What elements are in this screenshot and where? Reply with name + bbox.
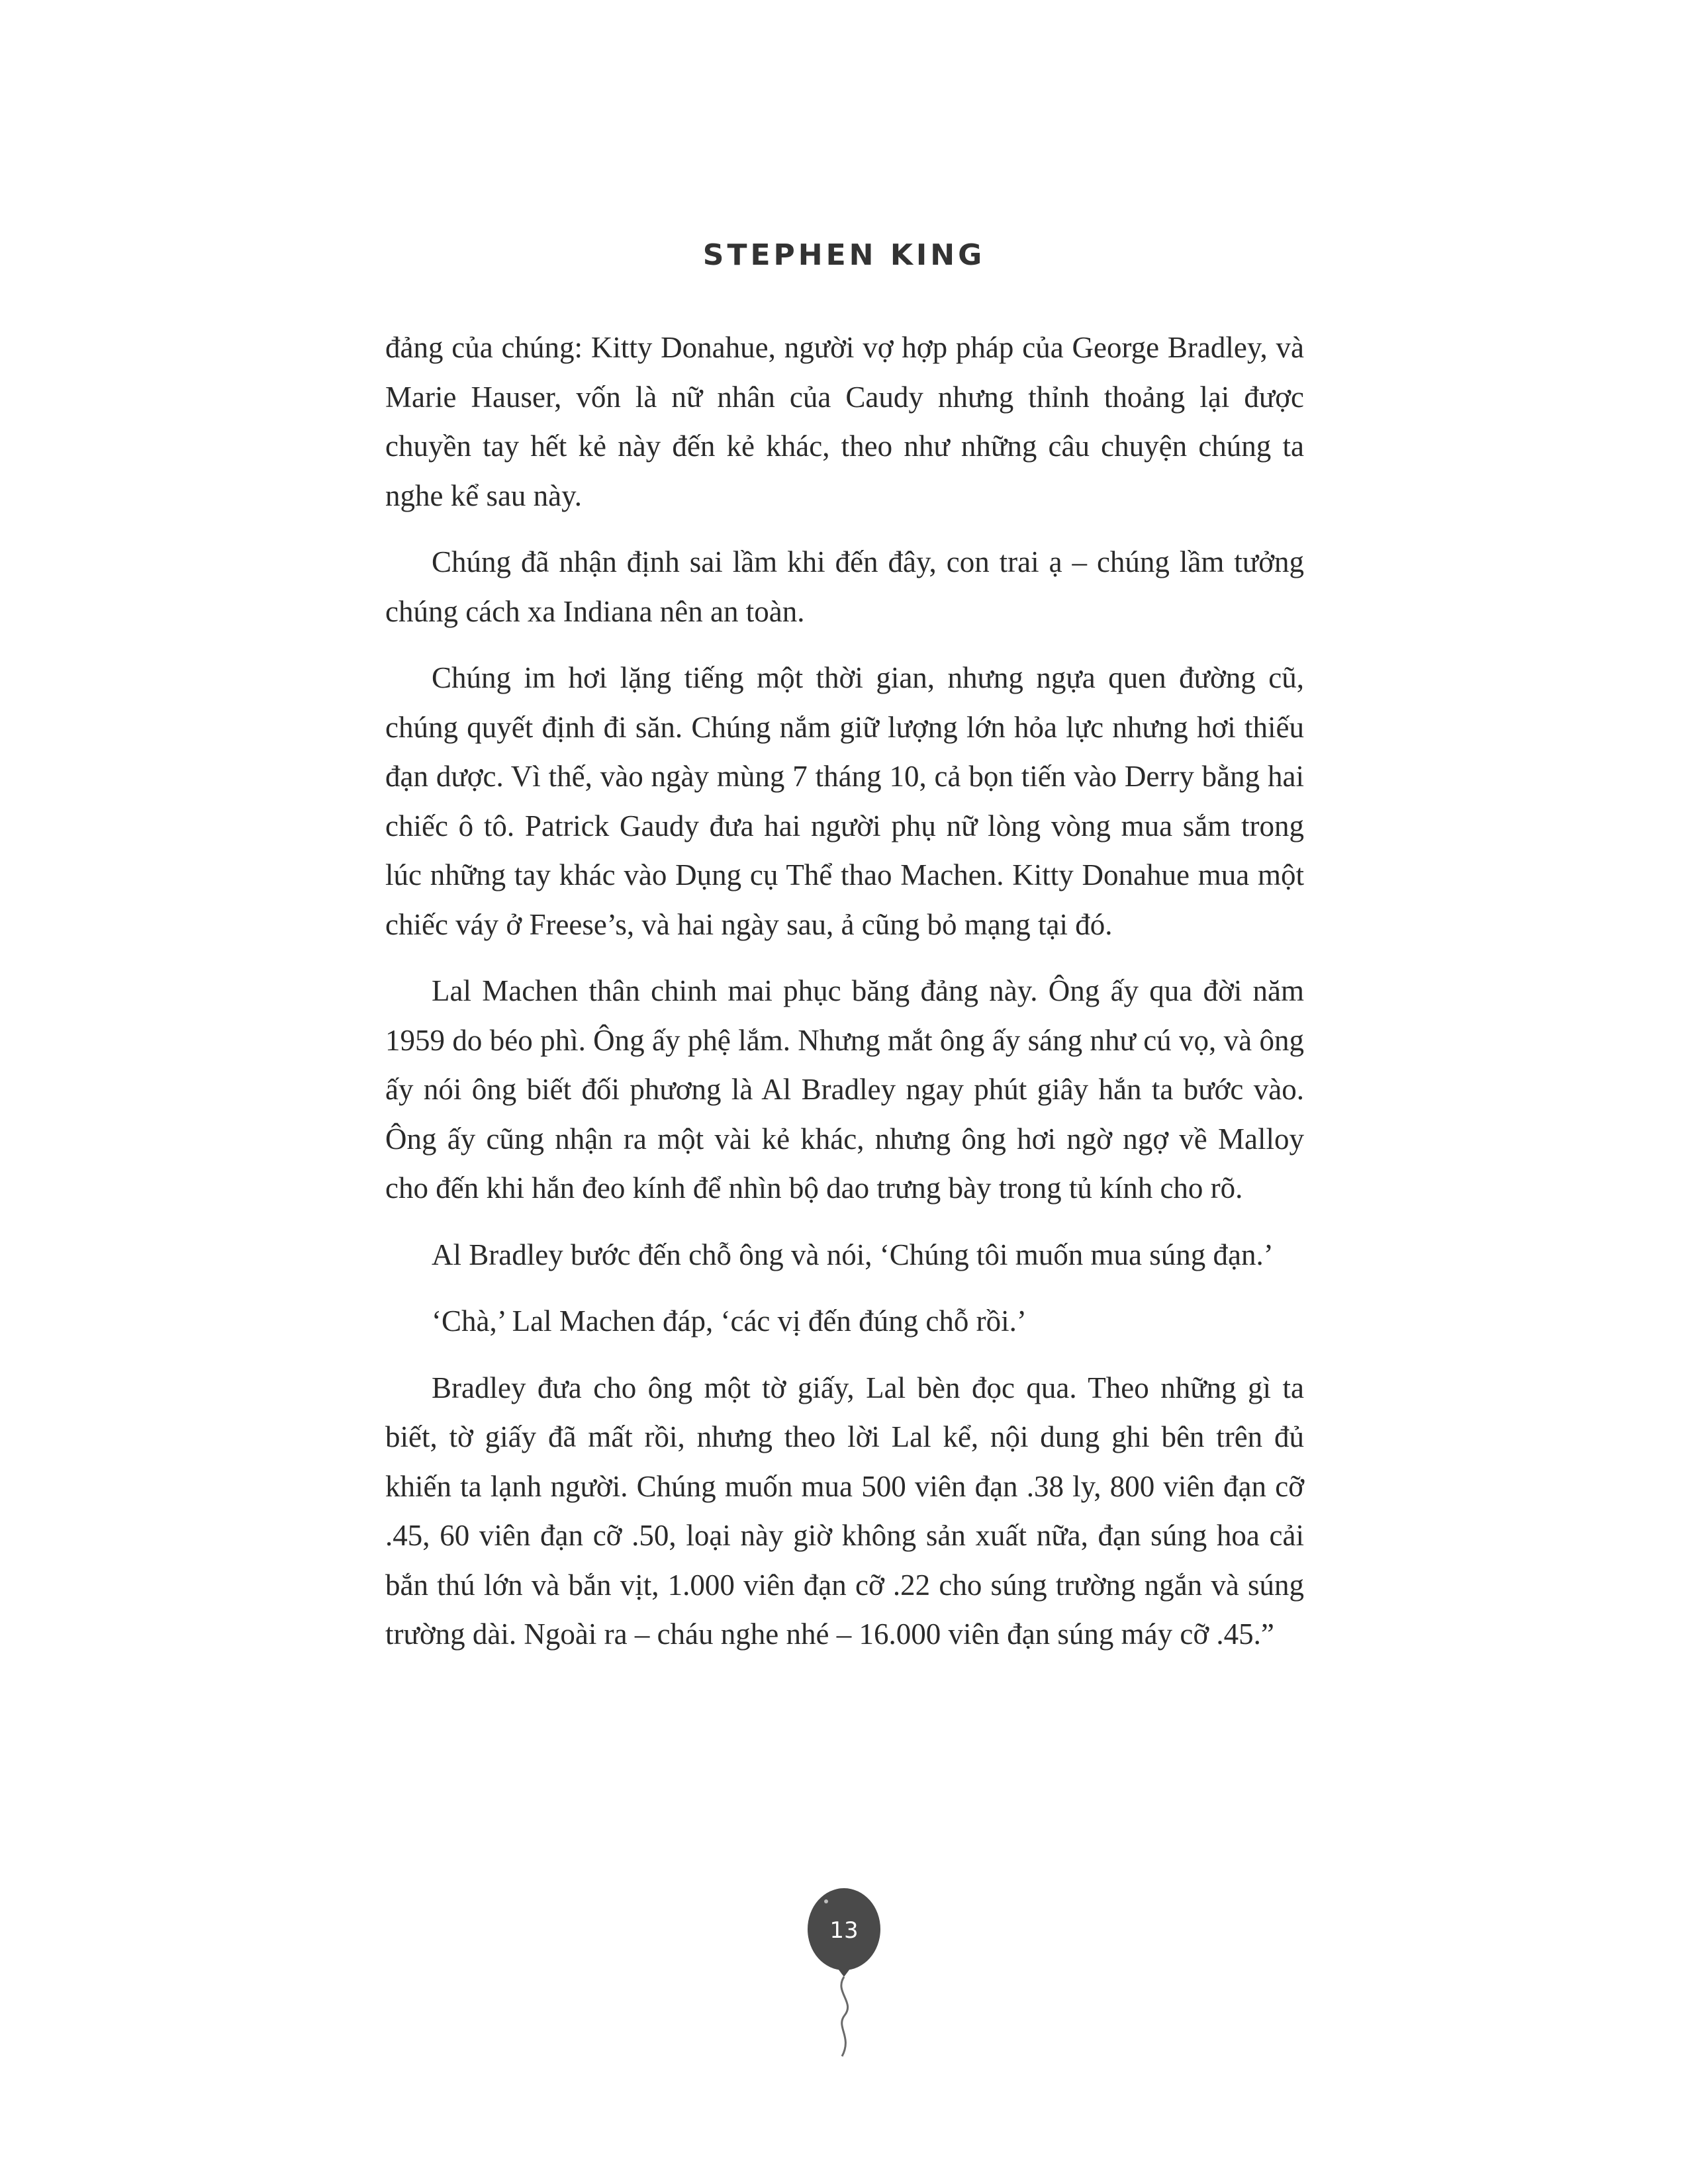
page-number: 13 (829, 1917, 859, 1944)
paragraph-2: Chúng đã nhận định sai lầm khi đến đây, con trai ạ – chúng lầm tưởng chúng cách xa Indiana nên an toàn. (385, 545, 1304, 628)
paragraph-6: ‘Chà,’ Lal Machen đáp, ‘các vị đến đúng chỗ rồi.’ (432, 1304, 1027, 1338)
paragraph-1: đảng của chúng: Kitty Donahue, người vợ hợp pháp của George Bradley, và Marie Hauser, vốn là nữ nhân của Caudy nhưng thỉnh thoảng lại được chuyền tay hết kẻ này đến kẻ khác, theo như những câu chuyện chúng ta nghe kể sau này. (385, 331, 1304, 512)
page-folio (801, 1883, 887, 2062)
balloon-icon (801, 1883, 887, 2062)
paragraph-5: Al Bradley bước đến chỗ ông và nói, ‘Chúng tôi muốn mua súng đạn.’ (432, 1238, 1274, 1271)
body-text (385, 323, 1304, 1676)
paragraph-3: Chúng im hơi lặng tiếng một thời gian, nhưng ngựa quen đường cũ, chúng quyết định đi săn. Chúng nắm giữ lượng lớn hỏa lực nhưng hơi thiếu đạn dược. Vì thế, vào ngày mùng 7 tháng 10, cả bọn tiến vào Derry bằng hai chiếc ô tô. Patrick Gaudy đưa hai người phụ nữ lòng vòng mua sắm trong lúc những tay khác vào Dụng cụ Thể thao Machen. Kitty Donahue mua một chiếc váy ở Freese’s, và hai ngày sau, ả cũng bỏ mạng tại đó. (385, 661, 1304, 941)
paragraph-7: Bradley đưa cho ông một tờ giấy, Lal bèn đọc qua. Theo những gì ta biết, tờ giấy đã mất rồi, nhưng theo lời Lal kể, nội dung ghi bên trên đủ khiến ta lạnh người. Chúng muốn mua 500 viên đạn .38 ly, 800 viên đạn cỡ .45, 60 viên đạn cỡ .50, loại này giờ không sản xuất nữa, đạn súng hoa cải bắn thú lớn và bắn vịt, 1.000 viên đạn cỡ .22 cho súng trường ngắn và súng trường dài. Ngoài ra – cháu nghe nhé – 16.000 viên đạn súng máy cỡ .45.” (385, 1371, 1304, 1651)
running-header-author: STEPHEN KING (702, 238, 986, 272)
paragraph-4: Lal Machen thân chinh mai phục băng đảng này. Ông ấy qua đời năm 1959 do béo phì. Ông ấy phệ lắm. Nhưng mắt ông ấy sáng như cú vọ, và ông ấy nói ông biết đối phương là Al Bradley ngay phút giây hắn ta bước vào. Ông ấy cũng nhận ra một vài kẻ khác, nhưng ông hơi ngờ ngợ về Malloy cho đến khi hắn đeo kính để nhìn bộ dao trưng bày trong tủ kính cho rõ. (385, 974, 1304, 1205)
